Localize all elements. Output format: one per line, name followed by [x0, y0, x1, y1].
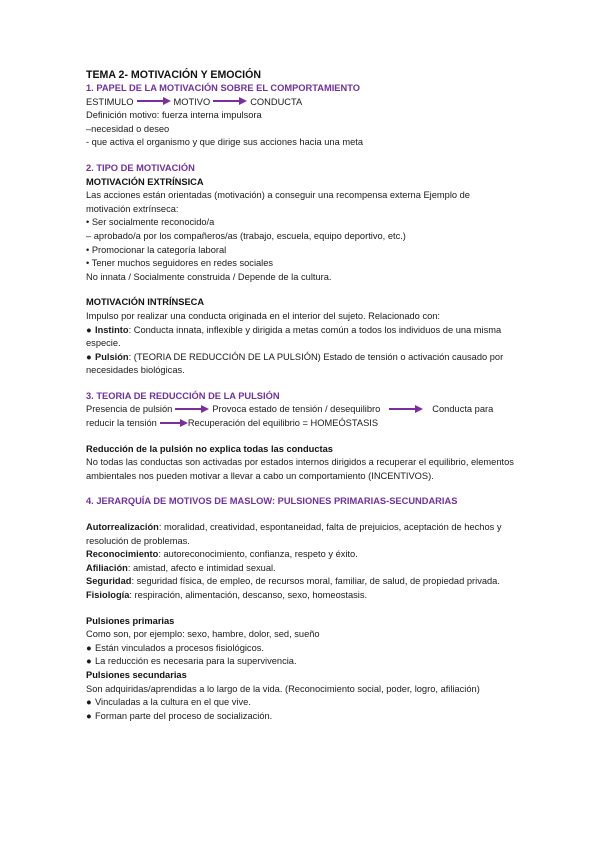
level-text: : seguridad física, de empleo, de recursos moral, familiar, de salud, de propiedad privada. [131, 576, 500, 587]
primary-drives-intro: Como son, por ejemplo: sexo, hambre, dolor, sed, sueño [86, 629, 320, 640]
level-label: Seguridad [86, 576, 132, 587]
pulsion-label: Pulsión [95, 351, 129, 362]
list-item-text: La reducción es necesaria para la supervivencia. [95, 656, 297, 667]
drive-flow [86, 417, 516, 431]
stimulus-flow [86, 96, 516, 110]
flow-step: MOTIVO [173, 96, 211, 107]
bullet-icon: ● [86, 710, 92, 721]
level-label: Fisiología [86, 590, 130, 600]
bullet-icon: ● [86, 351, 92, 362]
section-3-heading: 3. TEORIA DE REDUCCIÓN DE LA PULSIÓN [86, 390, 280, 401]
primary-drives-heading: Pulsiones primarias [86, 615, 175, 626]
list-item: – aprobado/a por los compañeros/as (trabajo, escuela, equipo deportivo, etc.) [86, 230, 406, 241]
list-item: • Tener muchos seguidores en redes sociales [86, 258, 274, 269]
list-item [86, 696, 516, 710]
level-text: : moralidad, creatividad, espontaneidad, falta de prejuicios, aceptación de hechos y resolución de problemas. [86, 522, 502, 546]
flow-step: Provoca estado de tensión / desequilibro [212, 404, 381, 415]
bullet-icon: ● [86, 642, 92, 653]
flow-step: Conducta para [432, 404, 494, 415]
level-label: Afiliación [86, 562, 128, 573]
list-item [86, 655, 516, 669]
instinto-label: Instinto [95, 324, 129, 335]
drive-limit-text: No todas las conductas son activadas por estados internos dirigidos a recuperar el equilibrio, elementos ambientales nos pueden motivar a llevar a cabo un comportamiento (INCENTIVOS). [86, 457, 514, 481]
right-arrow-icon [175, 405, 209, 413]
drive-limit-heading: Reducción de la pulsión no explica todas las conductas [86, 443, 333, 454]
flow-step: reducir la tensión [86, 418, 157, 429]
section-1-heading: 1. PAPEL DE LA MOTIVACIÓN SOBRE EL COMPORTAMIENTO [86, 83, 360, 93]
motive-definition: - que activa el organismo y que dirige sus acciones hacia una meta [86, 137, 363, 148]
intrinsic-heading: MOTIVACIÓN INTRÍNSECA [86, 297, 205, 308]
section-2-heading: 2. TIPO DE MOTIVACIÓN [86, 162, 195, 173]
right-arrow-icon [137, 97, 171, 105]
right-arrow-icon [213, 97, 247, 105]
level-text: : autoreconocimiento, confianza, respeto y éxito. [158, 549, 358, 560]
list-item [86, 351, 516, 378]
extrinsic-note: No innata / Socialmente construida / Depende de la cultura. [86, 271, 332, 282]
level-text: : amistad, afecto e intimidad sexual. [127, 562, 276, 573]
maslow-level [86, 575, 516, 589]
drive-flow [86, 403, 516, 417]
list-item-text: Vinculadas a la cultura en el que vive. [95, 697, 251, 708]
maslow-level [86, 589, 516, 603]
extrinsic-heading: MOTIVACIÓN EXTRÍNSICA [86, 176, 204, 187]
instinto-text: : Conducta innata, inflexible y dirigida a metas común a todos los individuos de una misma especie. [86, 324, 502, 349]
bullet-icon: ● [86, 656, 92, 667]
maslow-level [86, 548, 516, 562]
intrinsic-intro: Impulso por realizar una conducta originada en el interior del sujeto. Relacionado con: [86, 310, 441, 321]
flow-step: Recuperación del equilibrio = HOMEÓSTASIS [187, 418, 379, 429]
secondary-drives-intro: Son adquiridas/aprendidas a lo largo de la vida. (Reconocimiento social, poder, logro, afiliación) [86, 683, 480, 694]
list-item [86, 710, 516, 724]
flow-step: Presencia de pulsión [86, 404, 173, 415]
bullet-icon: ● [86, 697, 92, 708]
level-text: : respiración, alimentación, descanso, sexo, homeostasis. [129, 590, 368, 600]
list-item-text: Forman parte del proceso de socialización. [95, 710, 273, 721]
list-item: • Ser socialmente reconocido/a [86, 217, 215, 228]
maslow-level [86, 521, 516, 548]
flow-step: ESTIMULO [86, 96, 134, 107]
document-title: TEMA 2- MOTIVACIÓN Y EMOCIÓN [86, 69, 262, 81]
motive-definition: –necesidad o deseo [86, 123, 170, 134]
list-item [86, 324, 516, 351]
list-item [86, 642, 516, 656]
list-item: • Promocionar la categoría laboral [86, 244, 227, 255]
pulsion-text: : (TEORIA DE REDUCCIÓN DE LA PULSIÓN) Estado de tensión o activación causado por necesidades biológicas. [86, 351, 504, 376]
level-label: Autorrealización [86, 522, 159, 533]
bullet-icon: ● [86, 324, 92, 335]
right-arrow-icon [160, 419, 188, 427]
document-body [86, 68, 516, 723]
secondary-drives-heading: Pulsiones secundarias [86, 669, 187, 680]
extrinsic-intro: Las acciones están orientadas (motivación) a conseguir una recompensa externa Ejemplo de motivación extrínseca: [86, 190, 470, 214]
motive-definition: Definición motivo: fuerza interna impulsora [86, 110, 262, 121]
level-label: Reconocimiento [86, 549, 159, 560]
section-4-heading: 4. JERARQUÍA DE MOTIVOS DE MASLOW: PULSIONES PRIMARIAS-SECUNDARIAS [86, 496, 458, 507]
maslow-level [86, 562, 516, 576]
list-item-text: Están vinculados a procesos fisiológicos. [95, 642, 264, 653]
flow-step: CONDUCTA [250, 96, 303, 107]
right-arrow-icon [389, 405, 423, 413]
